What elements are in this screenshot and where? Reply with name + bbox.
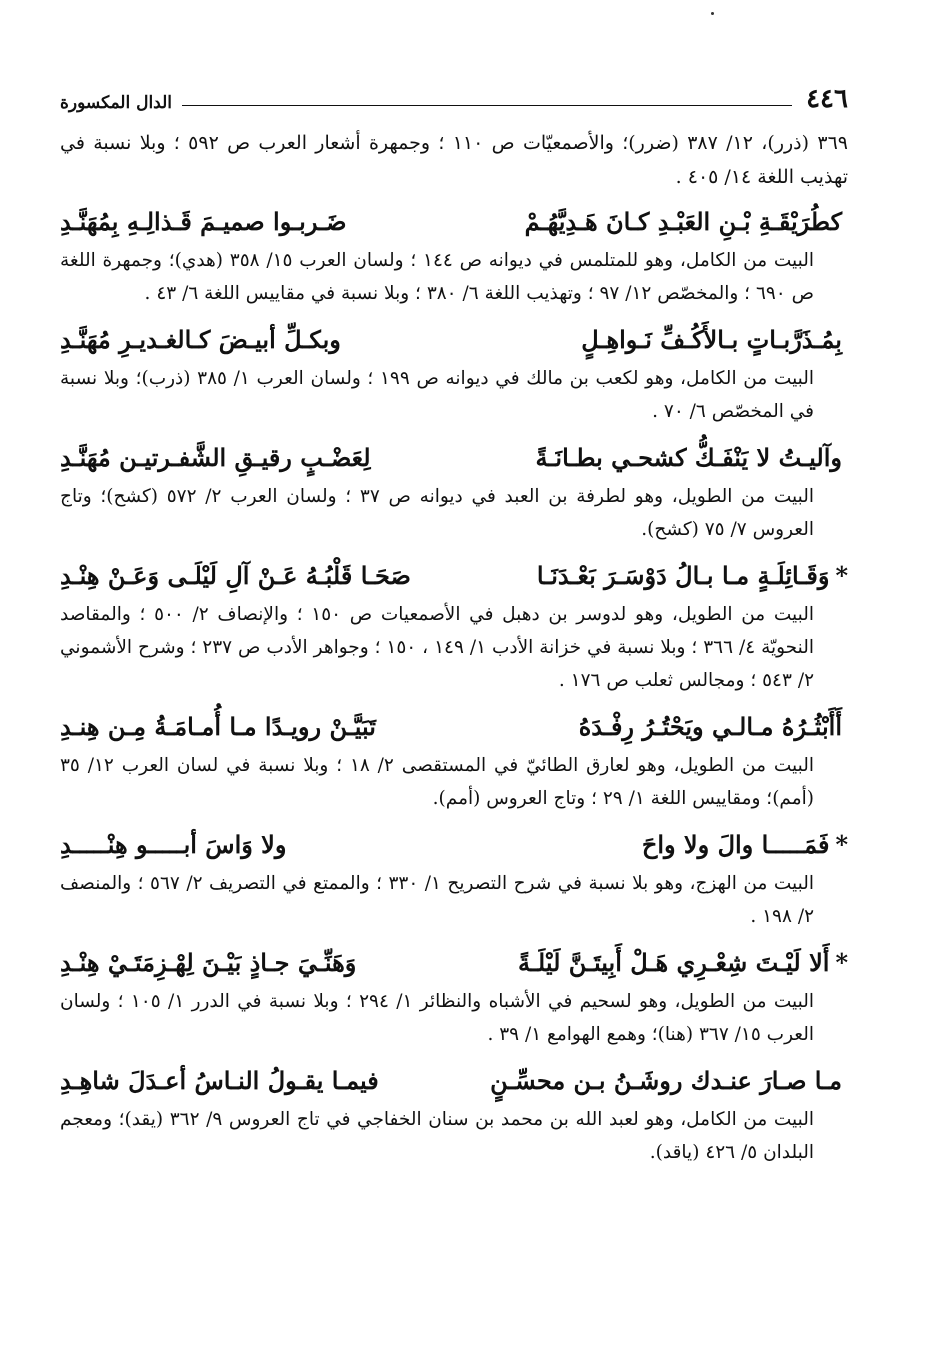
verse-note: البيت من الطويل، وهو لسحيم في الأشباه والنظائر ١/ ٢٩٤ ؛ وبلا نسبة في الدرر ١/ ١٠٥ ؛ ولسان العرب ١٥/ ٣٦٧ (هنا)؛ وهمع الهوامع ١/ ٣٩ . bbox=[60, 991, 814, 1045]
page-header bbox=[60, 78, 848, 112]
first-hemistich: *وَقَـائِلَـةٍ مـا بـالُ دَوْسَـرَ بَعْـدَنَـا bbox=[536, 561, 848, 590]
verse-entry bbox=[60, 941, 848, 1051]
first-hemistich: *أَلا لَيْـتَ شِعْـرِي هَـلْ أَبِيتَـنَّ لَيْلَـةً bbox=[518, 948, 848, 977]
verse-note: البيت من الطويل، وهو لطرفة بن العبد في ديوانه ص ٣٧ ؛ ولسان العرب ٢/ ٥٧٢ (كشح)؛ وتاج العروس ٧/ ٧٥ (كشح). bbox=[60, 486, 814, 540]
verse-note: البيت من الطويل، وهو لعارق الطائيّ في المستقصى ٢/ ١٨ ؛ وبلا نسبة في لسان العرب ١٢/ ٣٥ (أمم)؛ ومقاييس اللغة ١/ ٢٩ ؛ وتاج العروس (أمم). bbox=[60, 755, 814, 809]
second-hemistich: ضَـربـوا صميـمَ قَـذالِـهِ بِمُهَنَّـدِ bbox=[60, 207, 347, 236]
verse-entry bbox=[60, 200, 848, 310]
verse-line bbox=[60, 705, 848, 749]
verse-entry bbox=[60, 1059, 848, 1169]
scan-speck bbox=[711, 12, 714, 15]
verse-line bbox=[60, 554, 848, 598]
verse-note: البيت من الكامل، وهو للمتلمس في ديوانه ص ١٤٤ ؛ ولسان العرب ١٥/ ٣٥٨ (هدي)؛ وجمهرة اللغة ص ٦٩٠ ؛ والمخصّص ١٢/ ٩٧ ؛ وتهذيب اللغة ٦/ ٣٨٠ ؛ وبلا نسبة في مقاييس اللغة ٦/ ٤٣ . bbox=[60, 250, 814, 304]
verse-entry bbox=[60, 705, 848, 815]
verse-note: البيت من الكامل، وهو لكعب بن مالك في ديوانه ص ١٩٩ ؛ ولسان العرب ١/ ٣٨٥ (ذرب)؛ وبلا نسبة في المخصّص ٦/ ٧٠ . bbox=[60, 368, 815, 422]
first-hemistich: وآليـتُ لا يَنْفَـكُّ كشحـي بطـانَـةً bbox=[535, 443, 842, 472]
first-hemistich: بِمُـذَرَّبـاتٍ بـالأَكُـفِّ نَـواهِـلٍ bbox=[581, 325, 842, 354]
continued-footnote: ٣٦٩ (ذرر)، ١٢/ ٣٨٧ (ضرر)؛ والأصمعيّات ص ١١٠ ؛ وجمهرة أشعار العرب ص ٥٩٢ ؛ وبلا نسبة في تهذيب اللغة ١٤/ ٤٠٥ . bbox=[60, 132, 848, 188]
star-marker: * bbox=[835, 561, 848, 590]
verse-line bbox=[60, 318, 848, 362]
star-marker: * bbox=[835, 948, 848, 977]
verse-note: البيت من الكامل، وهو لعبد الله بن محمد بن سنان الخفاجي في تاج العروس ٩/ ٣٦٢ (يقد)؛ ومعجم البلدان ٥/ ٤٢٦ (ياقد). bbox=[60, 1109, 814, 1163]
verse-entries bbox=[60, 200, 848, 1169]
verse-entry bbox=[60, 823, 848, 933]
verse-note: البيت من الهزج، وهو بلا نسبة في شرح التصريح ١/ ٣٣٠ ؛ والممتع في التصريف ٢/ ٥٦٧ ؛ والمنصف ٢/ ١٩٨ . bbox=[60, 873, 814, 927]
second-hemistich: ولا وَاسَ أبـــــو هِنْـــــدِ bbox=[60, 830, 287, 859]
verse-line bbox=[60, 200, 848, 244]
verse-line bbox=[60, 941, 848, 985]
second-hemistich: فيمـا يقـولُ النـاسُ أعـدَلَ شاهِـدِ bbox=[60, 1066, 379, 1095]
second-hemistich: وبكـلِّ أبيـضَ كـالغـديـرِ مُهَنَّـدِ bbox=[60, 325, 341, 354]
running-title: الدال المكسورة bbox=[60, 93, 173, 113]
verse-note: البيت من الطويل، وهو لدوسر بن دهبل في الأصمعيات ص ١٥٠ ؛ والإنصاف ٢/ ٥٠٠ ؛ والمقاصد النحويّة ٤/ ٣٦٦ ؛ وبلا نسبة في خزانة الأدب ١/ ١٤٩ ، ١٥٠ ؛ وجواهر الأدب ص ٢٣٧ ؛ وشرح الأشموني ٢/ ٥٤٣ ؛ ومجالس ثعلب ص ١٧٦ . bbox=[60, 604, 814, 691]
first-hemistich: أَأَبْثُـرُهُ مـالـي ويَحْتُـرُ رِفْـدَهُ bbox=[578, 712, 842, 741]
verse-entry bbox=[60, 436, 848, 546]
second-hemistich: صَحَـا قَلْبُـهُ عَـنْ آلِ لَيْلَـى وَعَـنْ هِنْـدِ bbox=[60, 561, 411, 590]
first-hemistich: كطُرَيْقَـةِ بْـنِ العَبْـدِ كـانَ هَـدِيَّهُـمْ bbox=[524, 207, 842, 236]
verse-entry bbox=[60, 318, 848, 428]
second-hemistich: لِعَضْـبٍ رقيـقِ الشَّفـرتيـن مُهَنَّـدِ bbox=[60, 443, 371, 472]
first-hemistich: *فَمَـــــا والَ ولا واحَ bbox=[641, 830, 848, 859]
first-hemistich: مـا صـارَ عنـدك روشَـنُ بـن محسِّـنٍ bbox=[490, 1066, 842, 1095]
header-rule bbox=[182, 105, 792, 106]
second-hemistich: وَهَنِّـيَ جـاذٍ بَيْـنَ لِهْـزِمَتَـيْ هِنْـدِ bbox=[60, 948, 357, 977]
verse-line bbox=[60, 1059, 848, 1103]
verse-line bbox=[60, 436, 848, 480]
verse-entry bbox=[60, 554, 848, 697]
page-number: ٤٤٦ bbox=[806, 84, 848, 114]
verse-line bbox=[60, 823, 848, 867]
second-hemistich: تَبَيَّـنْ رويـدًا مـا أُمـامَـةُ مِـن هِنـدِ bbox=[60, 712, 376, 741]
star-marker: * bbox=[835, 830, 848, 859]
